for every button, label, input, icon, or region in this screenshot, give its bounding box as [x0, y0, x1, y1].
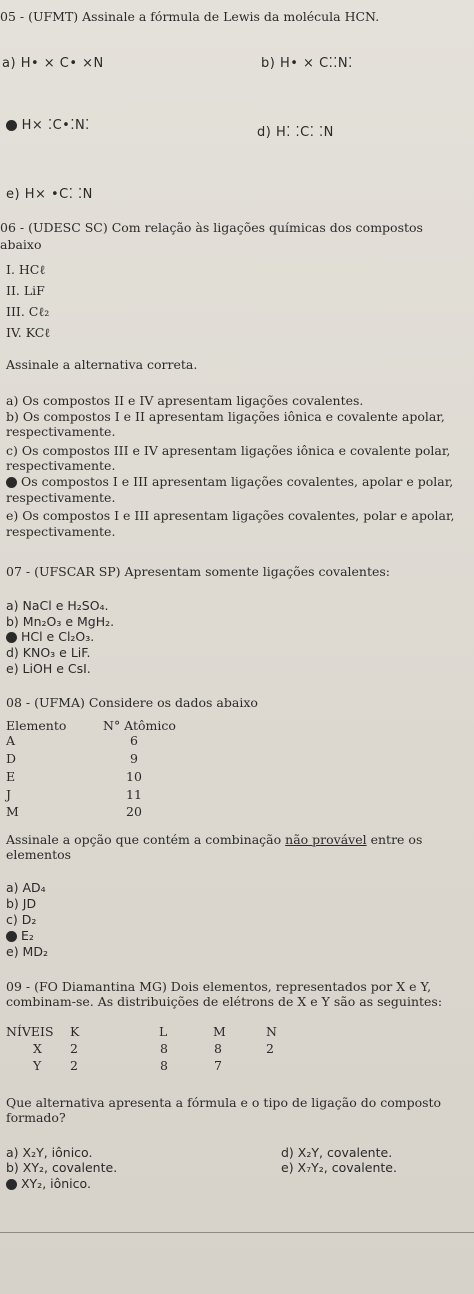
- q09-option-c-text: XY₂, iônico.: [20, 1176, 91, 1191]
- q05-option-c-formula: H× ⁚C•⁚N⁚: [21, 118, 90, 133]
- q07-title: 07 - (UFSCAR SP) Apresentam somente ligações covalentes:: [6, 564, 391, 579]
- q08-option-b[interactable]: b) JD: [6, 896, 37, 911]
- q08-col-element: Elemento: [6, 718, 67, 733]
- q08-row-number: 10: [126, 769, 142, 784]
- q08-option-d[interactable]: [6, 928, 34, 943]
- q09-row-x-k: 2: [70, 1041, 78, 1056]
- q08-instruction-underlined: não provável: [285, 832, 367, 847]
- selected-answer-dot-icon: [6, 477, 17, 488]
- q09-option-b[interactable]: b) XY₂, covalente.: [6, 1160, 118, 1175]
- q05-option-d[interactable]: [257, 125, 334, 140]
- q09-row-x-l: 8: [160, 1041, 168, 1056]
- q06-item-4: IV. KCℓ: [6, 325, 51, 340]
- q08-instruction-line2: elementos: [6, 847, 72, 862]
- q09-option-c[interactable]: [6, 1176, 91, 1191]
- q06-option-a[interactable]: a) Os compostos II e IV apresentam ligações covalentes.: [6, 393, 364, 408]
- q06-item-3: III. Cℓ₂: [6, 304, 50, 319]
- q06-instruction: Assinale a alternativa correta.: [6, 357, 198, 372]
- q09-header-levels: NÍVEIS: [6, 1024, 54, 1039]
- q08-row-number: 20: [126, 804, 142, 819]
- q05-option-b-label: b): [261, 56, 276, 71]
- q06-item-1: I. HCℓ: [6, 262, 46, 277]
- q05-option-c[interactable]: [6, 118, 90, 133]
- q05-option-e-label: e): [6, 187, 21, 202]
- q08-title: 08 - (UFMA) Considere os dados abaixo: [6, 695, 258, 710]
- q09-row-y-l: 8: [160, 1058, 168, 1073]
- q05-option-d-label: d): [257, 125, 272, 140]
- q09-header-k: K: [70, 1024, 80, 1039]
- q05-option-e-formula: H× •C⁚ ⁚N: [24, 187, 93, 202]
- q08-instruction-pre: Assinale a opção que contém a combinação: [6, 832, 286, 847]
- selected-answer-dot-icon: [6, 632, 17, 643]
- q05-option-b[interactable]: [261, 56, 353, 71]
- selected-answer-dot-icon: [6, 1179, 17, 1190]
- q08-row-element: J: [6, 787, 12, 802]
- q06-option-d-line2: respectivamente.: [6, 490, 116, 505]
- q07-option-b[interactable]: b) Mn₂O₃ e MgH₂.: [6, 614, 115, 629]
- q08-row-element: D: [6, 751, 17, 766]
- q05-title: 05 - (UFMT) Assinale a fórmula de Lewis da molécula HCN.: [0, 9, 380, 24]
- q08-instruction-line1: [6, 832, 422, 847]
- q05-option-a-formula: H• × C• ×N: [20, 56, 104, 71]
- q09-row-x-label: X: [33, 1041, 42, 1056]
- q06-title-line2: abaixo: [0, 237, 42, 252]
- q09-row-y-m: 7: [214, 1058, 222, 1073]
- q09-row-y-label: Y: [33, 1058, 42, 1073]
- q07-option-d[interactable]: d) KNO₃ e LiF.: [6, 645, 91, 660]
- q09-option-a[interactable]: a) X₂Y, iônico.: [6, 1145, 93, 1160]
- q07-option-c-text: HCl e Cl₂O₃.: [20, 629, 95, 644]
- q05-option-d-formula: H⁚ ⁚C⁚ ⁚N: [275, 125, 334, 140]
- q09-question-line1: Que alternativa apresenta a fórmula e o tipo de ligação do composto: [6, 1095, 442, 1110]
- q08-option-d-text: E₂: [20, 928, 34, 943]
- q06-item-2: II. LiF: [6, 283, 45, 298]
- q09-header-l: L: [159, 1024, 168, 1039]
- q08-option-e[interactable]: e) MD₂: [6, 944, 48, 959]
- q09-question-line2: formado?: [6, 1110, 66, 1125]
- q08-row-element: A: [6, 733, 16, 748]
- selected-answer-dot-icon: [6, 120, 17, 131]
- q06-option-b-line1[interactable]: b) Os compostos I e II apresentam ligações iônica e covalente apolar,: [6, 409, 445, 424]
- q06-option-e-line1[interactable]: e) Os compostos I e III apresentam ligações covalentes, polar e apolar,: [6, 508, 455, 523]
- q07-option-c[interactable]: [6, 629, 94, 644]
- q09-option-e[interactable]: e) X₇Y₂, covalente.: [281, 1160, 397, 1175]
- q06-title-line1: 06 - (UDESC SC) Com relação às ligações químicas dos compostos: [0, 220, 423, 235]
- q06-option-c-line1[interactable]: c) Os compostos III e IV apresentam ligações iônica e covalente polar,: [6, 443, 451, 458]
- q09-row-x-m: 8: [214, 1041, 222, 1056]
- q06-option-b-line2: respectivamente.: [6, 424, 116, 439]
- q05-option-a[interactable]: [2, 56, 104, 71]
- q07-option-a[interactable]: a) NaCl e H₂SO₄.: [6, 598, 109, 613]
- q08-row-number: 6: [130, 733, 138, 748]
- q09-title-line1: 09 - (FO Diamantina MG) Dois elementos, representados por X e Y,: [6, 979, 432, 994]
- q09-header-n: N: [266, 1024, 277, 1039]
- q05-option-a-label: a): [2, 56, 17, 71]
- q08-option-c[interactable]: c) D₂: [6, 912, 37, 927]
- q08-row-element: E: [6, 769, 16, 784]
- q06-option-c-line2: respectivamente.: [6, 458, 116, 473]
- q09-header-m: M: [213, 1024, 226, 1039]
- q08-row-element: M: [6, 804, 19, 819]
- q06-option-d-text: Os compostos I e III apresentam ligações covalentes, apolar e polar,: [20, 474, 454, 489]
- q07-option-e[interactable]: e) LiOH e CsI.: [6, 661, 91, 676]
- q08-row-number: 11: [126, 787, 142, 802]
- q05-option-e[interactable]: [6, 187, 93, 202]
- q09-title-line2: combinam-se. As distribuições de elétrons de X e Y são as seguintes:: [6, 994, 443, 1009]
- q09-row-x-n: 2: [266, 1041, 274, 1056]
- q08-option-a[interactable]: a) AD₄: [6, 880, 46, 895]
- q09-row-y-k: 2: [70, 1058, 78, 1073]
- q09-option-d[interactable]: d) X₂Y, covalente.: [281, 1145, 393, 1160]
- q08-instruction-post: entre os: [366, 832, 423, 847]
- q06-option-d-line1[interactable]: [6, 474, 453, 489]
- q06-option-e-line2: respectivamente.: [6, 524, 116, 539]
- q08-row-number: 9: [130, 751, 138, 766]
- selected-answer-dot-icon: [6, 931, 17, 942]
- q08-col-atomic-number: N° Atômico: [103, 718, 176, 733]
- q05-option-b-formula: H• × C⁚⁚N⁚: [279, 56, 353, 71]
- bottom-divider: [0, 1232, 474, 1233]
